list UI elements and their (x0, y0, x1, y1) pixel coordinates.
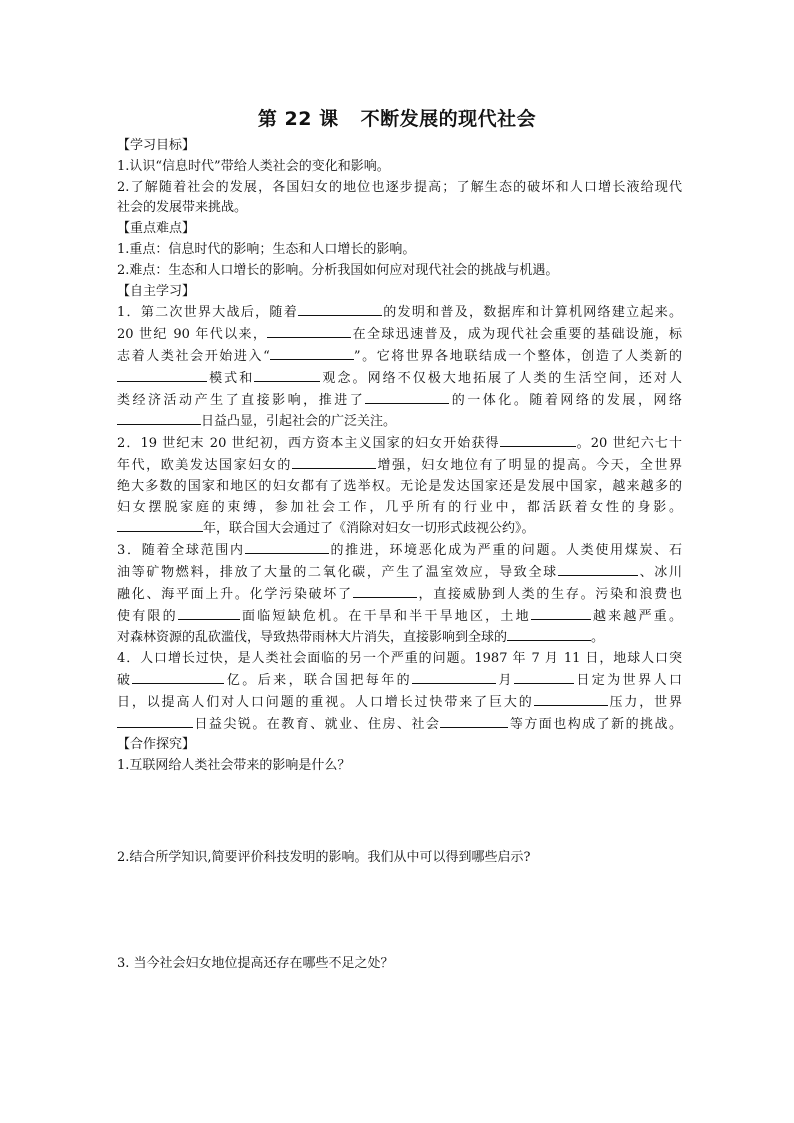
p1-line-4: 模式和 观念。网络不仅极大地拓展了人类的生活空间，还对人 (117, 368, 682, 390)
p3-line-1: 3．随着全球范围内 的推进，环境恶化成为严重的问题。人类使用煤炭、石 (117, 540, 682, 562)
key-point-1: 1.重点：信息时代的影响；生态和人口增长的影响。 (117, 241, 416, 257)
blank[interactable] (270, 346, 354, 360)
p4-line-2: 破 亿。后来，联合国把每年的 月 日定为世界人口 (117, 670, 682, 692)
question-3: 3. 当今社会妇女地位提高还存在哪些不足之处？ (117, 956, 394, 971)
goal-item-1: 1.认识“信息时代”带给人类社会的变化和影响。 (117, 158, 390, 174)
blank[interactable] (132, 670, 224, 684)
blank[interactable] (534, 692, 608, 706)
blank[interactable] (117, 518, 203, 532)
goal-item-2a: 2.了解随着社会的发展，各国妇女的地位也逐步提高；了解生态的破坏和人口增长液给现代 (117, 179, 682, 195)
p1-line-3: 志着人类社会开始进入“ ”。它将世界各地联结成一个整体，创造了人类新的 (117, 346, 682, 368)
blank[interactable] (117, 411, 201, 425)
blank[interactable] (558, 562, 638, 576)
blank[interactable] (254, 368, 320, 382)
cooperation-heading: 【合作探究】 (117, 737, 196, 753)
self-study-heading: 【自主学习】 (117, 283, 196, 299)
blank[interactable] (514, 670, 574, 684)
blank[interactable] (245, 540, 329, 554)
blank[interactable] (365, 390, 449, 404)
blank[interactable] (292, 455, 376, 469)
lesson-name: 不断发展的现代社会 (360, 108, 537, 130)
blank[interactable] (267, 324, 351, 338)
p1-line-6: 日益凸显，引起社会的广泛关注。 (117, 411, 682, 433)
goal-item-2b: 社会的发展带来挑战。 (117, 200, 248, 216)
p2-line-4: 妇女摆脱家庭的束缚，参加社会工作，几乎所有的行业中，都活跃着女性的身影。 (117, 499, 682, 515)
blank[interactable] (117, 368, 207, 382)
p4-line-1: 4．人口增长过快，是人类社会面临的另一个严重的问题。1987 年 7 月 11 日，地球人口突 (117, 651, 682, 667)
blank[interactable] (507, 627, 591, 641)
p4-line-4: 日益尖锐。在教育、就业、住房、社会 等方面也构成了新的挑战。 (117, 714, 682, 736)
blank[interactable] (178, 606, 240, 620)
worksheet-body (117, 136, 682, 777)
lesson-number: 第 22 课 (257, 108, 339, 130)
p3-line-5: 对森林资源的乱砍滥伐，导致热带雨林大片消失，直接影响到全球的 。 (117, 627, 682, 649)
blank[interactable] (412, 670, 496, 684)
question-1: 1.互联网给人类社会带来的影响是什么？ (117, 758, 351, 774)
key-points-heading: 【重点难点】 (117, 221, 196, 237)
p1-line-5: 类经济活动产生了直接影响，推进了 的一体化。随着网络的发展，网络 (117, 390, 682, 412)
page-title (0, 104, 794, 131)
p2-line-1: 2．19 世纪末 20 世纪初，西方资本主义国家的妇女开始获得 。20 世纪六七十 (117, 433, 682, 455)
blank[interactable] (500, 433, 576, 447)
p2-line-5: 年，联合国大会通过了《消除对妇女一切形式歧视公约》。 (117, 518, 682, 540)
blank[interactable] (531, 606, 591, 620)
blank[interactable] (440, 714, 508, 728)
blank[interactable] (117, 714, 193, 728)
p4-line-3: 日，以提高人们对人口问题的重视。人口增长过快带来了巨大的 压力，世界 (117, 692, 682, 714)
goals-heading: 【学习目标】 (117, 138, 196, 153)
blank[interactable] (353, 584, 417, 598)
p3-line-4: 使有限的 面临短缺危机。在干旱和半干旱地区，土地 越来越严重。 (117, 606, 682, 628)
blank[interactable] (298, 302, 382, 316)
p1-line-1: 1．第二次世界大战后，随着 的发明和普及，数据库和计算机网络建立起来。 (117, 302, 682, 324)
p3-line-3: 融化、海平面上升。化学污染破坏了 ，直接威胁到人类的生存。污染和浪费也 (117, 584, 682, 606)
p1-line-2: 20 世纪 90 年代以来， 在全球迅速普及，成为现代社会重要的基础设施，标 (117, 324, 682, 346)
p2-line-2: 年代，欧美发达国家妇女的 增强，妇女地位有了明显的提高。今天，全世界 (117, 455, 682, 477)
p3-line-2: 油等矿物燃料，排放了大量的二氧化碳，产生了温室效应，导致全球 、冰川 (117, 562, 682, 584)
question-2: 2.结合所学知识,简要评价科技发明的影响。我们从中可以得到哪些启示? (117, 850, 531, 865)
key-point-2: 2.难点：生态和人口增长的影响。分析我国如何应对现代社会的挑战与机遇。 (117, 262, 559, 278)
p2-line-3: 绝大多数的国家和地区的妇女都有了选举权。无论是发达国家还是发展中国家，越来越多的 (117, 478, 682, 494)
